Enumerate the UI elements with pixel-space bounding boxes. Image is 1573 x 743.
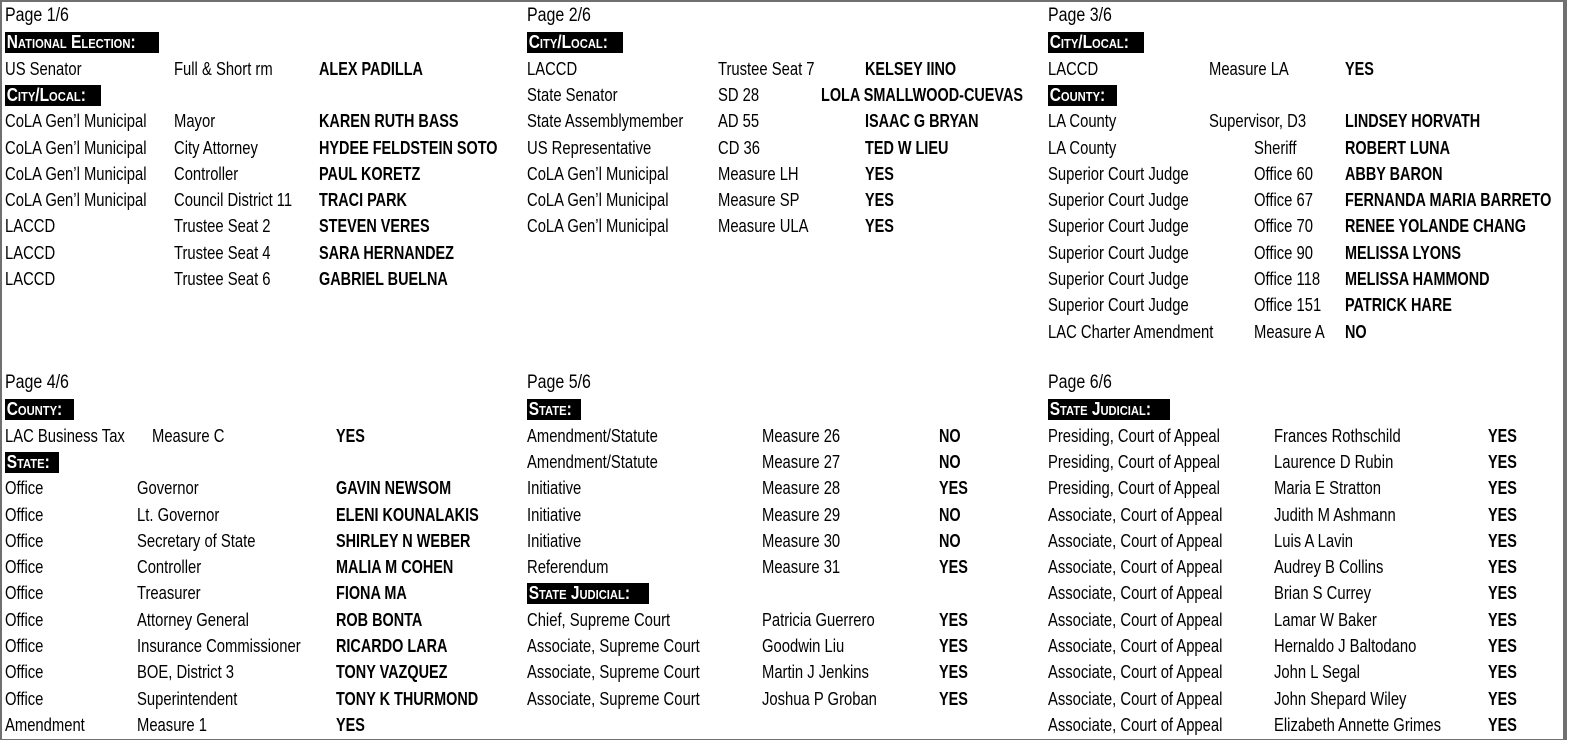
vote-choice: YES [336,713,365,735]
contest-office: AD 55 [718,110,760,132]
contest-category: LACCD [1048,57,1099,79]
contest-category: US Representative [527,136,652,158]
section-header-label: City/Local: [528,32,608,53]
vote-choice: ALEX PADILLA [319,57,423,79]
vote-choice: ROBERT LUNA [1345,136,1451,158]
contest-category: LAC Charter Amendment [1048,320,1214,342]
contest-office: Audrey B Collins [1274,556,1384,578]
contest-office: SD 28 [718,83,760,105]
ballot-row [1048,712,1563,738]
contest-category: Presiding, Court of Appeal [1048,450,1220,472]
contest-category: LA County [1048,110,1117,132]
contest-category: Office [5,687,44,709]
section-header-label: City/Local: [1049,32,1129,53]
contest-category: Initiative [527,503,582,525]
section-header [1048,85,1117,106]
contest-office: Frances Rothschild [1274,424,1401,446]
page-number-title: Page 2/6 [527,5,591,26]
contest-office: Measure 29 [762,503,841,525]
contest-office: CD 36 [718,136,760,158]
contest-office: Office 90 [1254,241,1313,263]
ballot-row [527,475,1042,501]
vote-choice: GABRIEL BUELNA [319,268,448,289]
vote-choice: SARA HERNANDEZ [319,241,454,263]
contest-category: Office [5,503,44,525]
ballot-row [527,633,1042,659]
contest-category: Associate, Court of Appeal [1048,608,1223,630]
contest-category: Initiative [527,529,582,551]
contest-office: Office 118 [1254,268,1321,289]
ballot-row [1048,475,1563,501]
contest-office: John Shepard Wiley [1274,687,1407,709]
contest-office: Measure C [152,424,225,446]
ballot-row [527,213,1042,239]
contest-office: Elizabeth Annette Grimes [1274,713,1441,735]
vote-choice: YES [939,661,968,683]
vote-choice: TRACI PARK [319,189,407,211]
ballot-page [5,3,520,368]
contest-category: Office [5,635,44,656]
contest-category: Presiding, Court of Appeal [1048,477,1220,499]
vote-choice: KELSEY IINO [865,57,957,79]
ballot-row [5,56,520,82]
section-header-label: County: [6,399,63,420]
vote-choice: RENEE YOLANDE CHANG [1345,215,1526,237]
vote-choice: SHIRLEY N WEBER [336,529,471,551]
ballot-row [1048,240,1563,266]
contest-office: Goodwin Liu [762,635,845,656]
vote-choice: YES [1488,713,1517,735]
ballot-row [527,161,1042,187]
contest-category: Superior Court Judge [1048,215,1189,237]
ballot-row [5,712,520,738]
ballot-page [1048,370,1563,735]
vote-choice: TONY K THURMOND [336,687,479,709]
ballot-row [1048,319,1563,345]
ballot-row [5,475,520,501]
ballot-row [1048,135,1563,161]
ballot-row [527,56,1042,82]
ballot-row [1048,108,1563,134]
ballot-row [5,502,520,528]
vote-choice: YES [939,477,968,499]
ballot-row [5,161,520,187]
page-number-title: Page 6/6 [1048,372,1112,393]
vote-choice: YES [1488,582,1517,604]
contest-office: Measure 27 [762,450,841,472]
contest-office: Patricia Guerrero [762,608,875,630]
contest-office: Measure 31 [762,556,841,578]
ballot-row [527,423,1042,449]
section-header [5,85,101,106]
contest-office: Secretary of State [137,529,256,551]
vote-choice: STEVEN VERES [319,215,430,237]
contest-category: CoLA Gen’l Municipal [5,136,147,158]
contest-office: Measure ULA [718,215,809,237]
contest-category: CoLA Gen’l Municipal [527,162,669,184]
section-header [5,32,159,53]
vote-choice: NO [939,503,961,525]
contest-category: Associate, Court of Appeal [1048,687,1223,709]
vote-choice: YES [1488,687,1517,709]
vote-choice: ROB BONTA [336,608,423,630]
ballot-row [5,528,520,554]
contest-category: Office [5,529,44,551]
section-header-label: National Election: [6,32,136,53]
vote-choice: YES [1488,635,1517,656]
vote-choice: MELISSA HAMMOND [1345,268,1490,289]
contest-office: Laurence D Rubin [1274,450,1394,472]
vote-choice: YES [336,424,365,446]
contest-category: Office [5,608,44,630]
contest-category: Initiative [527,477,582,499]
contest-category: Associate, Supreme Court [527,635,700,656]
ballot-row [5,187,520,213]
contest-office: Trustee Seat 7 [718,57,815,79]
contest-office: BOE, District 3 [137,661,235,683]
vote-choice: YES [1488,529,1517,551]
vote-choice: LINDSEY HORVATH [1345,110,1481,132]
vote-choice: NO [939,424,961,446]
vote-choice: KAREN RUTH BASS [319,110,459,132]
contest-category: Associate, Court of Appeal [1048,635,1223,656]
contest-category: CoLA Gen’l Municipal [5,189,147,211]
ballot-row [527,686,1042,712]
vote-choice: YES [1488,556,1517,578]
section-header [5,452,59,473]
ballot-row [1048,502,1563,528]
ballot-row [5,108,520,134]
ballot-row [527,108,1042,134]
ballot-row [1048,607,1563,633]
contest-office: Office 70 [1254,215,1313,237]
contest-category: Superior Court Judge [1048,162,1189,184]
contest-office: Attorney General [137,608,249,630]
ballot-row [1048,580,1563,606]
contest-category: LACCD [5,215,56,237]
contest-category: LACCD [5,268,56,289]
contest-office: Office 60 [1254,162,1313,184]
contest-office: Mayor [174,110,216,132]
contest-office: Trustee Seat 2 [174,215,271,237]
ballot-row [5,686,520,712]
contest-category: Associate, Supreme Court [527,687,700,709]
page-number-title: Page 3/6 [1048,5,1112,26]
ballot-row [527,607,1042,633]
vote-choice: FIONA MA [336,582,407,604]
vote-choice: NO [939,529,961,551]
vote-choice: ELENI KOUNALAKIS [336,503,479,525]
ballot-row [5,580,520,606]
contest-office: Office 67 [1254,189,1313,211]
contest-category: Superior Court Judge [1048,294,1189,316]
contest-category: Superior Court Judge [1048,189,1189,211]
section-header [1048,399,1170,420]
ballot-row [5,240,520,266]
vote-choice: FERNANDA MARIA BARRETO [1345,189,1552,211]
vote-choice: YES [939,556,968,578]
vote-choice: YES [1345,57,1374,79]
contest-category: Referendum [527,556,609,578]
contest-category: Presiding, Court of Appeal [1048,424,1220,446]
section-header [527,32,623,53]
contest-office: Supervisor, D3 [1209,110,1307,132]
contest-category: State Assemblymember [527,110,684,132]
vote-choice: YES [939,608,968,630]
contest-category: Office [5,661,44,683]
vote-choice: YES [1488,450,1517,472]
ballot-row [527,502,1042,528]
contest-office: City Attorney [174,136,258,158]
section-header [527,399,581,420]
contest-office: Measure A [1254,320,1325,342]
vote-choice: MALIA M COHEN [336,556,454,578]
contest-category: Office [5,477,44,499]
vote-choice: YES [1488,608,1517,630]
contest-office: Measure LA [1209,57,1289,79]
contest-category: Associate, Court of Appeal [1048,556,1223,578]
ballot-row [1048,56,1563,82]
contest-category: Amendment/Statute [527,450,658,472]
contest-category: CoLA Gen’l Municipal [5,110,147,132]
section-header-label: State: [6,451,50,472]
vote-choice: TED W LIEU [865,136,949,158]
ballot-row [1048,528,1563,554]
ballot-page [527,370,1042,735]
contest-office: Lamar W Baker [1274,608,1377,630]
vote-choice: HYDEE FELDSTEIN SOTO [319,136,498,158]
contest-category: Chief, Supreme Court [527,608,671,630]
page-number-title: Page 5/6 [527,372,591,393]
contest-office: Measure SP [718,189,800,211]
contest-category: Associate, Court of Appeal [1048,529,1223,551]
ballot-row [1048,292,1563,318]
ballot-row [5,135,520,161]
contest-category: Superior Court Judge [1048,241,1189,263]
section-header-label: State Judicial: [528,583,630,604]
page-number-title: Page 4/6 [5,372,69,393]
ballot-row [5,213,520,239]
vote-choice: YES [865,215,894,237]
contest-office: Measure 30 [762,529,841,551]
ballot-row [1048,633,1563,659]
contest-office: Martin J Jenkins [762,661,869,683]
vote-choice: YES [1488,661,1517,683]
vote-choice: YES [865,162,894,184]
contest-category: Superior Court Judge [1048,268,1189,289]
contest-category: Associate, Court of Appeal [1048,713,1223,735]
page-number-title: Page 1/6 [5,5,69,26]
contest-office: Trustee Seat 6 [174,268,271,289]
ballot-row [1048,449,1563,475]
section-header-label: State: [528,399,572,420]
contest-office: Council District 11 [174,189,293,211]
section-header [1048,32,1144,53]
ballot-row [5,266,520,292]
vote-choice: YES [1488,424,1517,446]
contest-category: CoLA Gen’l Municipal [527,215,669,237]
ballot-row [527,528,1042,554]
section-header-label: County: [1049,84,1106,105]
vote-choice: YES [1488,503,1517,525]
ballot-row [527,449,1042,475]
contest-office: Controller [137,556,202,578]
contest-office: Brian S Currey [1274,582,1372,604]
vote-choice: LOLA SMALLWOOD-CUEVAS [821,83,1024,105]
ballot-row [1048,213,1563,239]
section-header [5,399,74,420]
ballot-row [527,659,1042,685]
vote-choice: ISAAC G BRYAN [865,110,979,132]
contest-office: Luis A Lavin [1274,529,1353,551]
contest-category: Associate, Supreme Court [527,661,700,683]
ballot-row [527,135,1042,161]
contest-category: Office [5,556,44,578]
contest-office: Office 151 [1254,294,1322,316]
contest-category: LA County [1048,136,1117,158]
contest-office: Measure 28 [762,477,841,499]
contest-office: Hernaldo J Baltodano [1274,635,1417,656]
vote-choice: PATRICK HARE [1345,294,1452,316]
contest-category: Office [5,582,44,604]
vote-choice: GAVIN NEWSOM [336,477,452,499]
ballot-row [5,423,520,449]
contest-office: Measure 26 [762,424,841,446]
contest-office: Insurance Commissioner [137,635,301,656]
ballot-row [1048,266,1563,292]
vote-choice: NO [1345,320,1367,342]
vote-choice: ABBY BARON [1345,162,1443,184]
contest-office: Joshua P Groban [762,687,877,709]
vote-choice: YES [939,635,968,656]
contest-category: State Senator [527,83,618,105]
contest-office: Controller [174,162,239,184]
vote-choice: MELISSA LYONS [1345,241,1462,263]
contest-category: Associate, Court of Appeal [1048,503,1223,525]
contest-office: Judith M Ashmann [1274,503,1396,525]
ballot-row [1048,554,1563,580]
contest-office: Treasurer [137,582,201,604]
contest-office: Maria E Stratton [1274,477,1381,499]
contest-office: Governor [137,477,199,499]
vote-choice: PAUL KORETZ [319,162,421,184]
contest-office: Lt. Governor [137,503,220,525]
vote-choice: RICARDO LARA [336,635,448,656]
contest-category: LAC Business Tax [5,424,125,446]
contest-office: Superintendent [137,687,238,709]
vote-choice: YES [939,687,968,709]
vote-choice: NO [939,450,961,472]
vote-choice: YES [865,189,894,211]
contest-office: Trustee Seat 4 [174,241,271,263]
contest-category: US Senator [5,57,82,79]
section-header [527,583,649,604]
ballot-row [5,607,520,633]
contest-category: CoLA Gen’l Municipal [5,162,147,184]
contest-category: LACCD [5,241,56,263]
ballot-row [1048,423,1563,449]
contest-category: CoLA Gen’l Municipal [527,189,669,211]
contest-office: Measure 1 [137,713,207,735]
ballot-page [1048,3,1563,368]
contest-office: Sheriff [1254,136,1297,158]
vote-choice: YES [1488,477,1517,499]
contest-category: LACCD [527,57,578,79]
ballot-row [527,554,1042,580]
ballot-page [527,3,1042,368]
contest-category: Amendment/Statute [527,424,658,446]
ballot-row [1048,161,1563,187]
ballot-row [5,659,520,685]
vote-choice: TONY VAZQUEZ [336,661,448,683]
contest-category: Associate, Court of Appeal [1048,661,1223,683]
section-header-label: City/Local: [6,84,86,105]
contest-category: Associate, Court of Appeal [1048,582,1223,604]
contest-category: Amendment [5,713,85,735]
ballot-row [527,187,1042,213]
ballot-row [1048,686,1563,712]
section-header-label: State Judicial: [1049,399,1151,420]
contest-office: John L Segal [1274,661,1360,683]
contest-office: Measure LH [718,162,799,184]
ballot-row [527,82,1042,108]
ballot-row [1048,659,1563,685]
ballot-page [5,370,520,735]
ballot-row [5,554,520,580]
ballot-row [5,633,520,659]
contest-office: Full & Short rm [174,57,273,79]
ballot-row [1048,187,1563,213]
